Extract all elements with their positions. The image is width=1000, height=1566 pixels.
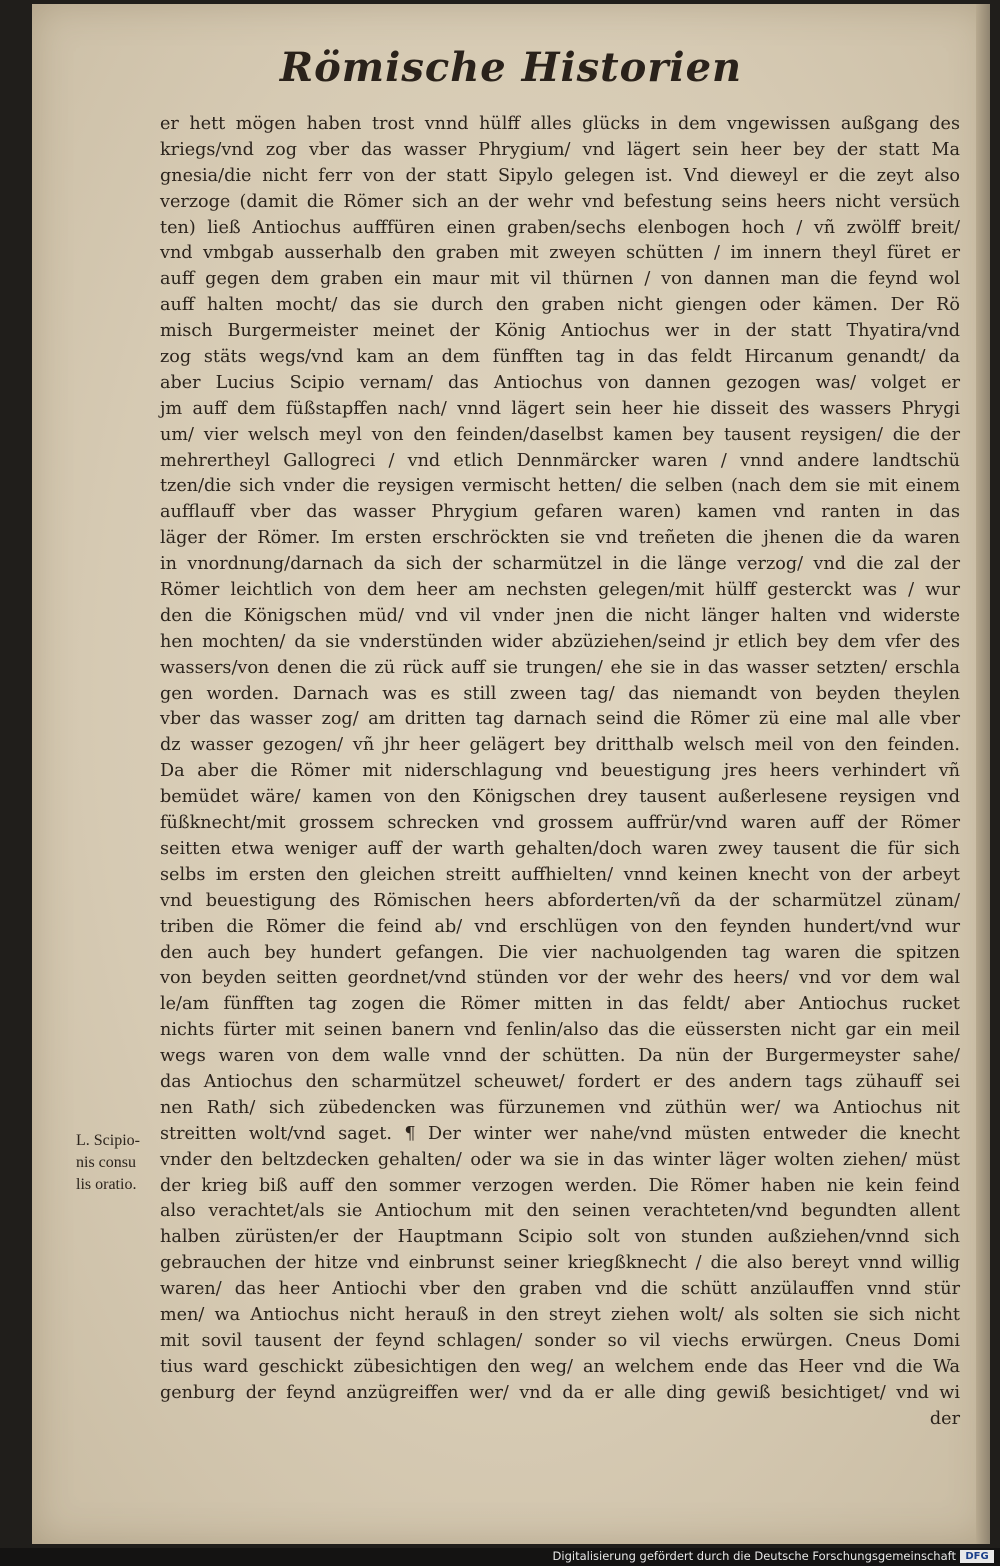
text-line: selbs im ersten den gleichen streitt auffhielten/ vnnd keinen knecht von der arbeyt [160,864,960,885]
text-line: um/ vier welsch meyl von den feinden/daselbst kamen bey tausent reysigen/ die der [160,424,960,445]
text-line: aufflauff vber das wasser Phrygium gefaren waren) kamen vnd ranten in das [160,502,960,523]
text-line: kriegs/vnd zog vber das wasser Phrygium/ vnd lägert sein heer bey der statt Ma [160,139,960,160]
text-line: der [929,1408,960,1429]
text-line: le/am fünfften tag zogen die Römer mitten in das feldt/ aber Antiochus rucket [160,994,960,1015]
text-line: bemüdet wäre/ kamen von den Königschen drey tausent außerlesene reysigen vnd [160,787,960,808]
text-line: misch Burgermeister meinet der König Antiochus wer in der statt Thyatira/vnd [160,321,960,342]
marginal-note-line: nis consu [76,1154,136,1171]
text-line: vnder den beltzdecken gehalten/ oder wa sie in das winter läger wolten ziehen/ müst [160,1149,960,1170]
text-line: in vnordnung/darnach da sich der scharmützel in die länge verzog/ vnd die zal der [160,554,960,575]
text-line: auff gegen dem graben ein maur mit vil thürnen / von dannen man die feynd wol [160,269,960,290]
text-line: füßknecht/mit grossem schrecken vnd grossem auffrür/vnd waren auff der Römer [160,813,960,834]
text-line: von beyden seitten geordnet/vnd stünden vor der wehr des heers/ vnd vor dem wal [160,968,960,989]
text-line: den die Königschen müd/ vnd vil vnder jnen die nicht länger halten vnd widerste [160,605,960,626]
marginal-note-line: L. Scipio- [76,1132,140,1149]
text-line: gnesia/die nicht ferr von der statt Sipylo gelegen ist. Vnd dieweyl er die zeyt also [160,165,960,186]
text-line: vber das wasser zog/ am dritten tag darnach seind die Römer zü eine mal alle vber [160,709,960,730]
text-line: der krieg biß auff den sommer verzogen werden. Die Römer haben nie kein feind [160,1175,960,1196]
text-line: gen worden. Darnach was es still zween tag/ das niemandt von beyden theylen [160,683,960,704]
text-line: genburg der feynd anzügreiffen wer/ vnd da er alle ding gewiß besichtiget/ vnd wi [160,1382,960,1403]
funding-notice: Digitalisierung gefördert durch die Deutsche Forschungsgemeinschaft [552,1549,956,1563]
text-line: halben zürüsten/er der Hauptmann Scipio solt von stunden außziehen/vnnd sich [160,1227,960,1248]
text-line: tzen/die sich vnder die reysigen vermischt hetten/ die selben (nach dem sie mit einem [160,476,960,497]
text-line: waren/ das heer Antiochi vber den graben vnd die schütt anzülauffen vnnd stür [160,1279,960,1300]
text-line: seitten etwa weniger auff der warth gehalten/doch waren zwey tausent die für sich [160,838,960,859]
text-line: mehrertheyl Gallogreci / vnd etlich Dennmärcker waren / vnnd andere landtschü [160,450,960,471]
marginal-note-line: lis oratio. [76,1176,137,1193]
text-line: läger der Römer. Im ersten erschröckten sie vnd treñeten die jhenen die da waren [160,528,960,549]
text-line: den auch bey hundert gefangen. Die vier nachuolgenden tag waren die spitzen [160,942,960,963]
text-line: men/ wa Antiochus nicht herauß in den streyt ziehen wolt/ als solten sie sich nicht [160,1304,960,1325]
body-text [160,112,960,1432]
text-line: mit sovil tausent der feynd schlagen/ sonder so vil viechs erwürgen. Cneus Domi [160,1330,960,1351]
text-line: jm auff dem füßstapffen nach/ vnnd lägert sein heer hie disseit des wassers Phrygi [160,398,960,419]
text-line: tius ward geschickt zübesichtigen den weg/ an welchem ende das Heer vnd die Wa [160,1356,960,1377]
text-line: also verachtet/als sie Antiochum mit den seinen verachteten/vnd begundten allent [160,1201,960,1222]
text-line: nen Rath/ sich zübedencken was fürzunemen vnd züthün wer/ wa Antiochus nit [160,1097,960,1118]
text-line: gebrauchen der hitze vnd einbrunst seiner kriegßknecht / die also bereyt vnnd willig [160,1253,960,1274]
text-line: zog stäts wegs/vnd kam an dem fünfften tag in das feldt Hircanum genandt/ da [160,347,960,368]
marginal-note [76,1130,172,1196]
text-line: verzoge (damit die Römer sich an der wehr vnd befestung seins heers nicht versüch [160,191,960,212]
text-line: vnd vmbgab ausserhalb den graben mit zweyen schütten / im innern theyl füret er [160,243,960,264]
text-line: dz wasser gezogen/ vñ jhr heer gelägert bey dritthalb welsch meil von den feinden. [160,735,960,756]
text-line: ten) ließ Antiochus aufffüren einen graben/sechs elenbogen hoch / vñ zwölff breit/ [160,217,960,238]
text-line: das Antiochus den scharmützel scheuwet/ fordert er des andern tags zühauff sei [160,1071,960,1092]
text-line: nichts fürter mit seinen banern vnd fenlin/also das die eüssersten nicht gar ein meil [160,1020,960,1041]
text-line: hen mochten/ da sie vnderstünden wider abzüziehen/seind jr etlich bey dem vfer des [160,631,960,652]
text-line: wassers/von denen die zü rück auff sie trungen/ ehe sie in das wasser setzten/ erschla [160,657,960,678]
text-line: wegs waren von dem walle vnnd der schütten. Da nün der Burgermeyster sahe/ [160,1046,960,1067]
dfg-logo: DFG [960,1550,994,1563]
text-line: auff halten mocht/ das sie durch den graben nicht giengen oder kämen. Der Rö [160,295,960,316]
text-line: Da aber die Römer mit niderschlagung vnd beuestigung jres heers verhindert vñ [160,761,960,782]
text-line: vnd beuestigung des Römischen heers abforderten/vñ da der scharmützel zünam/ [160,890,960,911]
running-head: Römische Historien [279,44,743,91]
text-line: Römer leichtlich von dem heer am nechsten gelegen/mit hülff gesterckt was / wur [160,580,960,601]
page-edge [976,4,990,1544]
text-line: streitten wolt/vnd saget. ¶ Der winter wer nahe/vnd müsten entweder die knecht [160,1123,960,1144]
book-page [32,4,990,1544]
footer-bar [0,1548,1000,1566]
text-line: er hett mögen haben trost vnnd hülff alles glücks in dem vngewissen außgang des [160,114,960,134]
text-line: triben die Römer die feind ab/ vnd erschlügen von den feynden hundert/vnd wur [160,916,960,937]
text-line: aber Lucius Scipio vernam/ das Antiochus von dannen gezogen was/ volget er [160,372,960,393]
